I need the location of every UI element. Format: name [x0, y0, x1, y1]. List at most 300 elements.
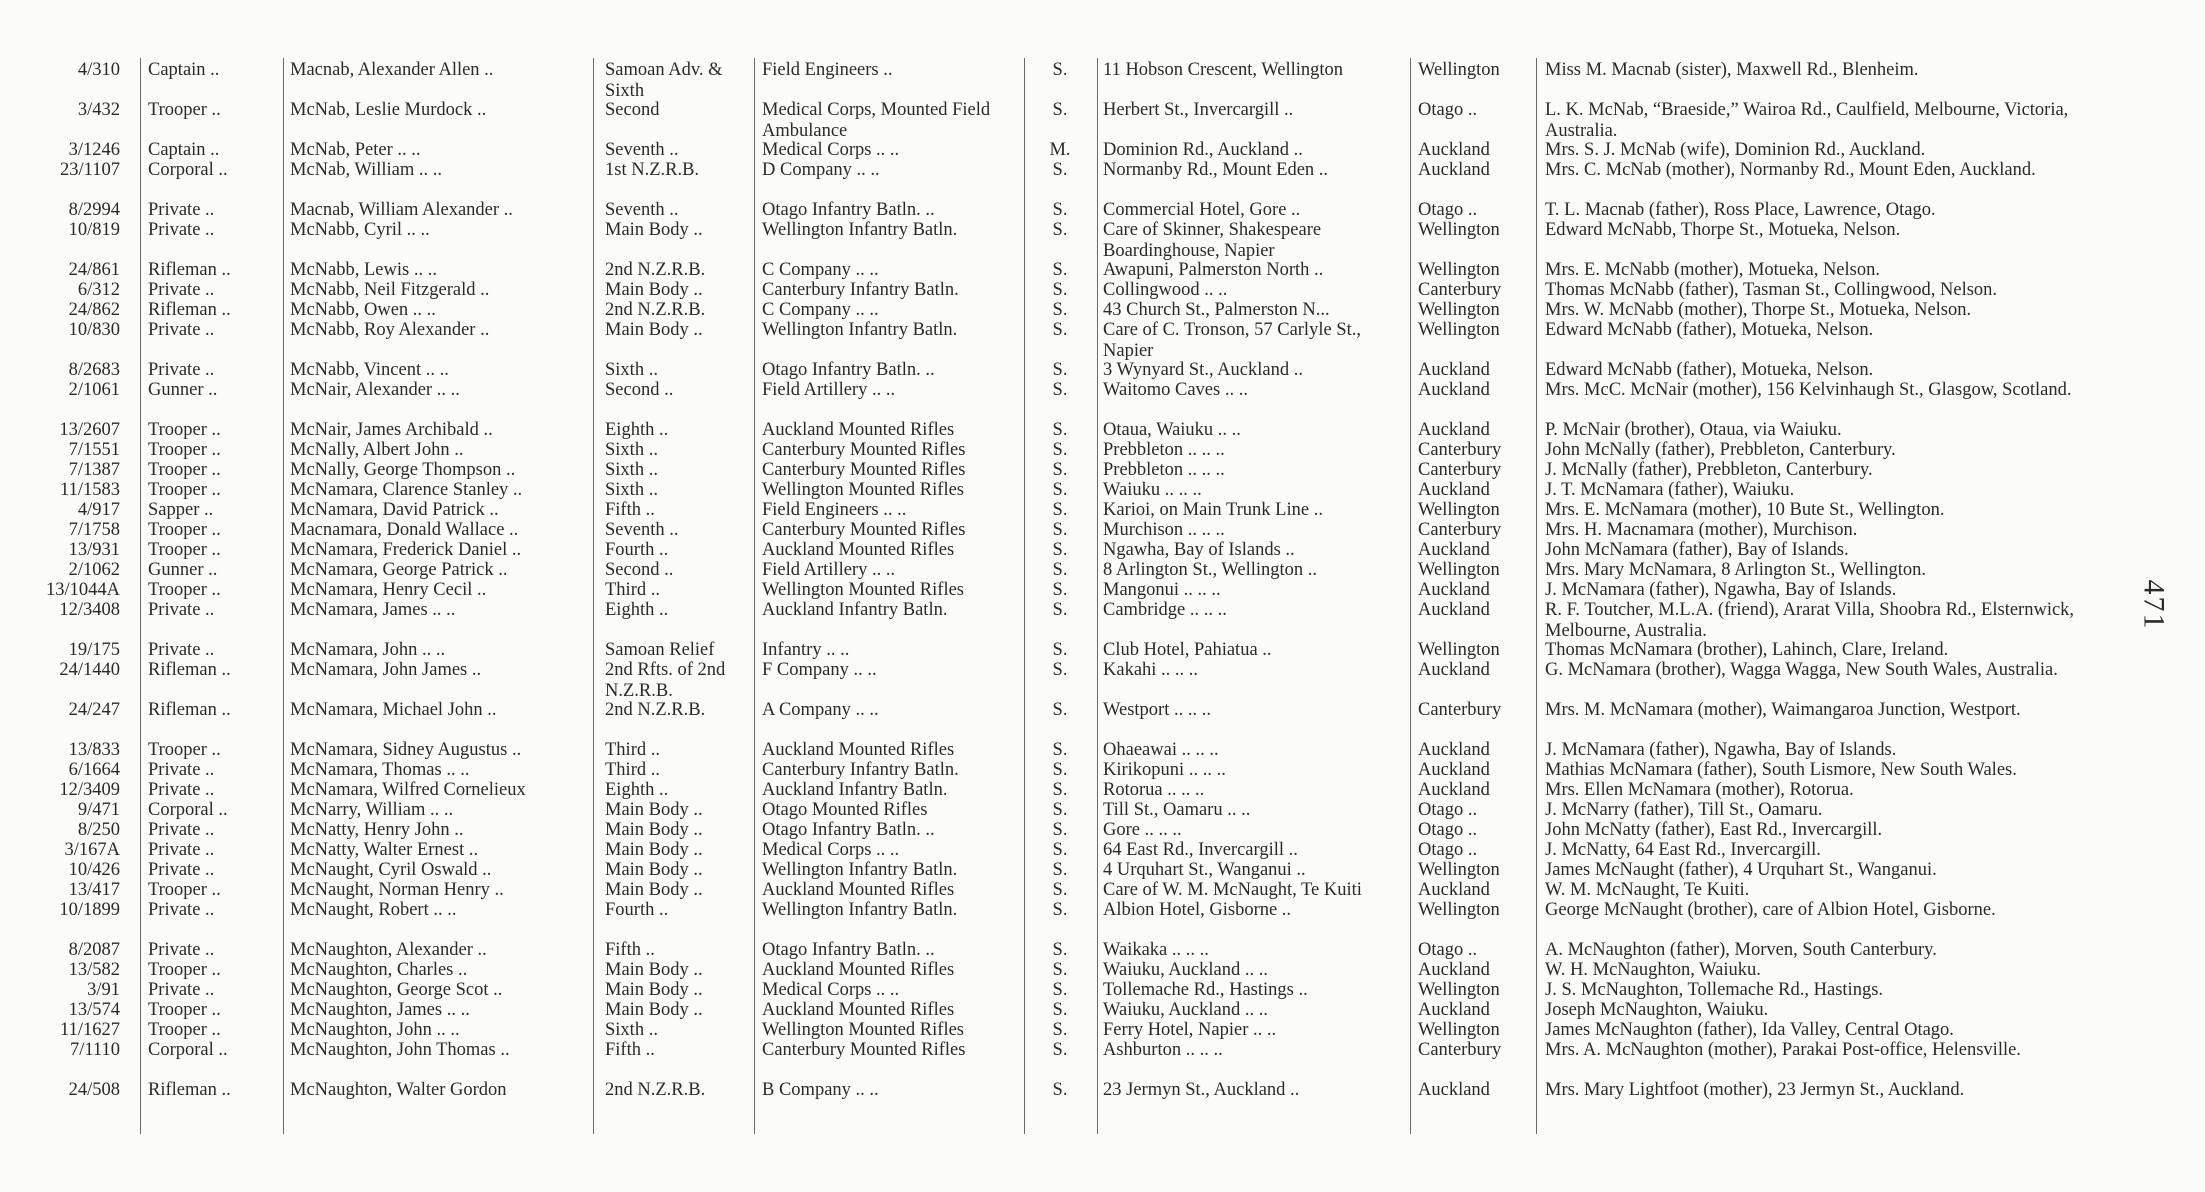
next-of-kin: Thomas McNabb (father), Tasman St., Collingwood, Nelson. [1545, 280, 1998, 300]
rank: Private .. [148, 220, 215, 240]
draft-unit: Main Body .. [605, 320, 703, 340]
soldier-name: McNaughton, James .. .. [290, 1000, 470, 1020]
draft-unit: Main Body .. [605, 280, 703, 300]
rank: Captain .. [148, 60, 220, 80]
last-address: Karioi, on Main Trunk Line .. [1103, 500, 1323, 520]
company-unit: Auckland Mounted Rifles [762, 880, 955, 900]
last-address: Club Hotel, Pahiatua .. [1103, 640, 1272, 660]
company-unit: Canterbury Infantry Batln. [762, 280, 959, 300]
next-of-kin: Mrs. McC. McNair (mother), 156 Kelvinhaugh St., Glasgow, Scotland. [1545, 380, 2072, 400]
military-district: Wellington [1418, 640, 1500, 660]
draft-unit: Seventh .. [605, 200, 679, 220]
marital-status: S. [1052, 380, 1068, 400]
company-unit: Auckland Infantry Batln. [762, 780, 948, 800]
draft-unit: Samoan Adv. & Sixth [605, 60, 723, 101]
service-number: 7/1110 [69, 1040, 120, 1060]
next-of-kin: John McNally (father), Prebbleton, Canterbury. [1545, 440, 1896, 460]
marital-status: S. [1052, 320, 1068, 340]
marital-status: S. [1052, 1080, 1068, 1100]
draft-unit: Fifth .. [605, 500, 655, 520]
draft-unit: 1st N.Z.R.B. [605, 160, 700, 180]
next-of-kin: Mrs. M. McNamara (mother), Waimangaroa Junction, Westport. [1545, 700, 2021, 720]
column-divider [754, 58, 755, 1134]
last-address: Awapuni, Palmerston North .. [1103, 260, 1324, 280]
rank: Trooper .. [148, 1000, 221, 1020]
soldier-name: McNaughton, John .. .. [290, 1020, 460, 1040]
service-number: 3/432 [77, 100, 120, 120]
rank: Private .. [148, 980, 215, 1000]
last-address: 3 Wynyard St., Auckland .. [1103, 360, 1303, 380]
service-number: 10/819 [68, 220, 120, 240]
company-unit: Auckland Mounted Rifles [762, 960, 955, 980]
military-district: Wellington [1418, 560, 1500, 580]
last-address: Waiuku, Auckland .. .. [1103, 960, 1268, 980]
company-unit: Auckland Mounted Rifles [762, 1000, 955, 1020]
military-district: Wellington [1418, 60, 1500, 80]
company-unit: D Company .. .. [762, 160, 880, 180]
soldier-name: McNabb, Cyril .. .. [290, 220, 430, 240]
military-district: Wellington [1418, 220, 1500, 240]
company-unit: Wellington Mounted Rifles [762, 1020, 964, 1040]
next-of-kin: L. K. McNab, “Braeside,” Wairoa Rd., Caulfield, Melbourne, Victoria, Australia. [1545, 100, 2069, 141]
soldier-name: McNamara, Thomas .. .. [290, 760, 470, 780]
soldier-name: McNamara, Henry Cecil .. [290, 580, 487, 600]
soldier-name: McNabb, Roy Alexander .. [290, 320, 490, 340]
rank: Private .. [148, 820, 215, 840]
rank: Private .. [148, 600, 215, 620]
soldier-name: McNabb, Neil Fitzgerald .. [290, 280, 490, 300]
service-number: 10/426 [68, 860, 120, 880]
column-divider [1410, 58, 1411, 1134]
next-of-kin: Mrs. C. McNab (mother), Normanby Rd., Mount Eden, Auckland. [1545, 160, 2036, 180]
last-address: 4 Urquhart St., Wanganui .. [1103, 860, 1306, 880]
next-of-kin: Mrs. A. McNaughton (mother), Parakai Post-office, Helensville. [1545, 1040, 2021, 1060]
draft-unit: 2nd N.Z.R.B. [605, 1080, 706, 1100]
marital-status: S. [1052, 860, 1068, 880]
last-address: 11 Hobson Crescent, Wellington [1103, 60, 1344, 80]
last-address: Waiuku, Auckland .. .. [1103, 1000, 1268, 1020]
soldier-name: McNabb, Lewis .. .. [290, 260, 437, 280]
company-unit: Field Engineers .. [762, 60, 893, 80]
service-number: 10/830 [68, 320, 120, 340]
military-district: Otago .. [1418, 820, 1478, 840]
company-unit: Otago Infantry Batln. .. [762, 360, 935, 380]
soldier-name: Macnab, William Alexander .. [290, 200, 513, 220]
rank: Rifleman .. [148, 660, 231, 680]
military-district: Canterbury [1418, 440, 1502, 460]
last-address: Care of W. M. McNaught, Te Kuiti [1103, 880, 1362, 900]
rank: Corporal .. [148, 800, 228, 820]
soldier-name: McNab, Peter .. .. [290, 140, 421, 160]
military-district: Canterbury [1418, 460, 1502, 480]
military-district: Auckland [1418, 1000, 1490, 1020]
military-district: Wellington [1418, 260, 1500, 280]
service-number: 13/582 [68, 960, 120, 980]
marital-status: S. [1052, 540, 1068, 560]
last-address: Commercial Hotel, Gore .. [1103, 200, 1301, 220]
next-of-kin: P. McNair (brother), Otaua, via Waiuku. [1545, 420, 1842, 440]
last-address: Cambridge .. .. .. [1103, 600, 1227, 620]
company-unit: Medical Corps .. .. [762, 980, 900, 1000]
company-unit: Canterbury Mounted Rifles [762, 1040, 966, 1060]
draft-unit: Main Body .. [605, 880, 703, 900]
company-unit: Wellington Mounted Rifles [762, 480, 964, 500]
service-number: 11/1583 [60, 480, 120, 500]
marital-status: S. [1052, 600, 1068, 620]
military-district: Auckland [1418, 140, 1490, 160]
draft-unit: Sixth .. [605, 360, 658, 380]
soldier-name: McNamara, David Patrick .. [290, 500, 499, 520]
next-of-kin: Mrs. H. Macnamara (mother), Murchison. [1545, 520, 1858, 540]
rank: Captain .. [148, 140, 220, 160]
company-unit: Field Artillery .. .. [762, 560, 896, 580]
draft-unit: Second .. [605, 560, 674, 580]
service-number: 8/2087 [68, 940, 120, 960]
next-of-kin: G. McNamara (brother), Wagga Wagga, New South Wales, Australia. [1545, 660, 2058, 680]
rank: Trooper .. [148, 960, 221, 980]
soldier-name: McNamara, James .. .. [290, 600, 456, 620]
company-unit: Auckland Mounted Rifles [762, 540, 955, 560]
company-unit: Wellington Infantry Batln. [762, 860, 958, 880]
soldier-name: McNaughton, Charles .. [290, 960, 468, 980]
next-of-kin: Mrs. E. McNamara (mother), 10 Bute St., Wellington. [1545, 500, 1945, 520]
marital-status: S. [1052, 100, 1068, 120]
marital-status: S. [1052, 160, 1068, 180]
next-of-kin: J. T. McNamara (father), Waiuku. [1545, 480, 1795, 500]
last-address: Ngawha, Bay of Islands .. [1103, 540, 1295, 560]
military-district: Auckland [1418, 580, 1490, 600]
military-district: Wellington [1418, 320, 1500, 340]
draft-unit: Seventh .. [605, 520, 679, 540]
company-unit: Wellington Infantry Batln. [762, 320, 958, 340]
soldier-name: McNamara, John James .. [290, 660, 482, 680]
marital-status: S. [1052, 220, 1068, 240]
draft-unit: Fourth .. [605, 540, 669, 560]
last-address: 8 Arlington St., Wellington .. [1103, 560, 1318, 580]
last-address: Ferry Hotel, Napier .. .. [1103, 1020, 1277, 1040]
service-number: 3/167A [64, 840, 120, 860]
marital-status: S. [1052, 640, 1068, 660]
service-number: 10/1899 [59, 900, 120, 920]
company-unit: Canterbury Mounted Rifles [762, 460, 966, 480]
last-address: Prebbleton .. .. .. [1103, 460, 1225, 480]
next-of-kin: Mrs. Ellen McNamara (mother), Rotorua. [1545, 780, 1854, 800]
service-number: 8/2683 [68, 360, 120, 380]
marital-status: S. [1052, 900, 1068, 920]
column-divider [283, 58, 284, 1134]
draft-unit: 2nd N.Z.R.B. [605, 300, 706, 320]
soldier-name: McNamara, George Patrick .. [290, 560, 508, 580]
rank: Private .. [148, 320, 215, 340]
company-unit: Otago Mounted Rifles [762, 800, 928, 820]
company-unit: B Company .. .. [762, 1080, 879, 1100]
last-address: Waikaka .. .. .. [1103, 940, 1209, 960]
last-address: Tollemache Rd., Hastings .. [1103, 980, 1308, 1000]
military-district: Wellington [1418, 1020, 1500, 1040]
next-of-kin: W. M. McNaught, Te Kuiti. [1545, 880, 1750, 900]
next-of-kin: Mrs. Mary Lightfoot (mother), 23 Jermyn St., Auckland. [1545, 1080, 1965, 1100]
soldier-name: McNaught, Norman Henry .. [290, 880, 504, 900]
last-address: Mangonui .. .. .. [1103, 580, 1221, 600]
next-of-kin: James McNaught (father), 4 Urquhart St., Wanganui. [1545, 860, 1937, 880]
column-divider [1536, 58, 1537, 1134]
rank: Trooper .. [148, 480, 221, 500]
company-unit: Field Engineers .. .. [762, 500, 907, 520]
last-address: Kakahi .. .. .. [1103, 660, 1199, 680]
rank: Trooper .. [148, 460, 221, 480]
next-of-kin: John McNamara (father), Bay of Islands. [1545, 540, 1849, 560]
rank: Private .. [148, 860, 215, 880]
marital-status: S. [1052, 1020, 1068, 1040]
service-number: 13/833 [68, 740, 120, 760]
marital-status: S. [1052, 500, 1068, 520]
company-unit: F Company .. .. [762, 660, 877, 680]
company-unit: Auckland Mounted Rifles [762, 740, 955, 760]
draft-unit: Sixth .. [605, 460, 658, 480]
military-district: Auckland [1418, 600, 1490, 620]
company-unit: Canterbury Mounted Rifles [762, 520, 966, 540]
marital-status: S. [1052, 260, 1068, 280]
military-district: Otago .. [1418, 840, 1478, 860]
rank: Rifleman .. [148, 260, 231, 280]
military-district: Auckland [1418, 780, 1490, 800]
military-district: Canterbury [1418, 520, 1502, 540]
service-number: 7/1758 [68, 520, 120, 540]
marital-status: S. [1052, 300, 1068, 320]
rank: Trooper .. [148, 520, 221, 540]
military-district: Otago .. [1418, 100, 1478, 120]
rank: Trooper .. [148, 100, 221, 120]
service-number: 7/1387 [68, 460, 120, 480]
draft-unit: Third .. [605, 760, 660, 780]
next-of-kin: Edward McNabb, Thorpe St., Motueka, Nelson. [1545, 220, 1901, 240]
military-district: Auckland [1418, 420, 1490, 440]
last-address: Till St., Oamaru .. .. [1103, 800, 1251, 820]
soldier-name: McNamara, Wilfred Cornelieux [290, 780, 526, 800]
marital-status: S. [1052, 420, 1068, 440]
draft-unit: Main Body .. [605, 980, 703, 1000]
company-unit: Medical Corps .. .. [762, 140, 900, 160]
soldier-name: McNamara, Clarence Stanley .. [290, 480, 523, 500]
draft-unit: Sixth .. [605, 1020, 658, 1040]
military-district: Canterbury [1418, 700, 1502, 720]
company-unit: C Company .. .. [762, 300, 879, 320]
rank: Gunner .. [148, 560, 218, 580]
draft-unit: Third .. [605, 580, 660, 600]
marital-status: S. [1052, 940, 1068, 960]
marital-status: S. [1052, 560, 1068, 580]
service-number: 13/574 [68, 1000, 120, 1020]
marital-status: S. [1052, 760, 1068, 780]
soldier-name: McNair, Alexander .. .. [290, 380, 460, 400]
marital-status: S. [1052, 660, 1068, 680]
next-of-kin: Mathias McNamara (father), South Lismore, New South Wales. [1545, 760, 2017, 780]
draft-unit: Main Body .. [605, 1000, 703, 1020]
soldier-name: McNamara, Michael John .. [290, 700, 497, 720]
marital-status: S. [1052, 200, 1068, 220]
rank: Private .. [148, 840, 215, 860]
marital-status: S. [1052, 280, 1068, 300]
marital-status: S. [1052, 740, 1068, 760]
next-of-kin: R. F. Toutcher, M.L.A. (friend), Ararat Villa, Shoobra Rd., Elsternwick, Melbourne, Australia. [1545, 600, 2075, 641]
next-of-kin: Miss M. Macnab (sister), Maxwell Rd., Blenheim. [1545, 60, 1919, 80]
soldier-name: McNaught, Robert .. .. [290, 900, 457, 920]
marital-status: S. [1052, 1000, 1068, 1020]
last-address: Ohaeawai .. .. .. [1103, 740, 1219, 760]
next-of-kin: James McNaughton (father), Ida Valley, Central Otago. [1545, 1020, 1954, 1040]
soldier-name: Macnab, Alexander Allen .. [290, 60, 494, 80]
rank: Rifleman .. [148, 700, 231, 720]
draft-unit: Second .. [605, 380, 674, 400]
company-unit: C Company .. .. [762, 260, 879, 280]
company-unit: Auckland Mounted Rifles [762, 420, 955, 440]
column-divider [593, 58, 594, 1134]
service-number: 7/1551 [68, 440, 120, 460]
marital-status: S. [1052, 460, 1068, 480]
service-number: 8/2994 [68, 200, 120, 220]
rank: Private .. [148, 280, 215, 300]
marital-status: S. [1052, 580, 1068, 600]
soldier-name: McNaught, Cyril Oswald .. [290, 860, 492, 880]
last-address: Care of Skinner, Shakespeare Boardinghouse, Napier [1103, 220, 1322, 261]
service-number: 24/508 [68, 1080, 120, 1100]
company-unit: A Company .. .. [762, 700, 879, 720]
soldier-name: Macnamara, Donald Wallace .. [290, 520, 519, 540]
marital-status: S. [1052, 520, 1068, 540]
draft-unit: Main Body .. [605, 860, 703, 880]
service-number: 9/471 [77, 800, 120, 820]
military-district: Auckland [1418, 360, 1490, 380]
military-district: Auckland [1418, 160, 1490, 180]
military-district: Auckland [1418, 660, 1490, 680]
military-district: Auckland [1418, 760, 1490, 780]
next-of-kin: W. H. McNaughton, Waiuku. [1545, 960, 1761, 980]
service-number: 12/3409 [59, 780, 120, 800]
last-address: 64 East Rd., Invercargill .. [1103, 840, 1298, 860]
soldier-name: McNamara, Frederick Daniel .. [290, 540, 522, 560]
soldier-name: McNatty, Henry John .. [290, 820, 464, 840]
soldier-name: McNaughton, John Thomas .. [290, 1040, 510, 1060]
military-district: Otago .. [1418, 800, 1478, 820]
soldier-name: McNabb, Owen .. .. [290, 300, 436, 320]
next-of-kin: Mrs. E. McNabb (mother), Motueka, Nelson. [1545, 260, 1880, 280]
soldier-name: McNab, Leslie Murdock .. [290, 100, 487, 120]
marital-status: M. [1049, 140, 1071, 160]
soldier-name: McNab, William .. .. [290, 160, 443, 180]
service-number: 11/1627 [60, 1020, 120, 1040]
draft-unit: 2nd Rfts. of 2nd N.Z.R.B. [605, 660, 726, 701]
military-district: Auckland [1418, 960, 1490, 980]
draft-unit: Main Body .. [605, 800, 703, 820]
marital-status: S. [1052, 1040, 1068, 1060]
service-number: 2/1062 [68, 560, 120, 580]
last-address: Normanby Rd., Mount Eden .. [1103, 160, 1329, 180]
service-number: 4/310 [77, 60, 120, 80]
service-number: 24/861 [68, 260, 120, 280]
military-district: Wellington [1418, 300, 1500, 320]
rank: Corporal .. [148, 160, 228, 180]
next-of-kin: Thomas McNamara (brother), Lahinch, Clare, Ireland. [1545, 640, 1949, 660]
last-address: Gore .. .. .. [1103, 820, 1182, 840]
draft-unit: Second [605, 100, 660, 120]
rank: Private .. [148, 640, 215, 660]
soldier-name: McNally, Albert John .. [290, 440, 464, 460]
service-number: 6/312 [77, 280, 120, 300]
soldier-name: McNair, James Archibald .. [290, 420, 493, 440]
next-of-kin: Mrs. Mary McNamara, 8 Arlington St., Wellington. [1545, 560, 1926, 580]
draft-unit: Fifth .. [605, 940, 655, 960]
next-of-kin: J. McNally (father), Prebbleton, Canterbury. [1545, 460, 1873, 480]
next-of-kin: T. L. Macnab (father), Ross Place, Lawrence, Otago. [1545, 200, 1936, 220]
military-district: Otago .. [1418, 200, 1478, 220]
soldier-name: McNabb, Vincent .. .. [290, 360, 449, 380]
company-unit: Otago Infantry Batln. .. [762, 200, 935, 220]
soldier-name: McNatty, Walter Ernest .. [290, 840, 479, 860]
last-address: Waiuku .. .. .. [1103, 480, 1202, 500]
draft-unit: Fifth .. [605, 1040, 655, 1060]
last-address: 43 Church St., Palmerston N... [1103, 300, 1330, 320]
rank: Corporal .. [148, 1040, 228, 1060]
last-address: Dominion Rd., Auckland .. [1103, 140, 1303, 160]
draft-unit: 2nd N.Z.R.B. [605, 260, 706, 280]
draft-unit: Sixth .. [605, 440, 658, 460]
military-district: Wellington [1418, 900, 1500, 920]
company-unit: Canterbury Mounted Rifles [762, 440, 966, 460]
rank: Trooper .. [148, 580, 221, 600]
service-number: 13/417 [68, 880, 120, 900]
service-number: 3/91 [87, 980, 120, 1000]
company-unit: Otago Infantry Batln. .. [762, 820, 935, 840]
next-of-kin: Mrs. S. J. McNab (wife), Dominion Rd., Auckland. [1545, 140, 1926, 160]
military-district: Wellington [1418, 860, 1500, 880]
marital-status: S. [1052, 480, 1068, 500]
rank: Trooper .. [148, 440, 221, 460]
rank: Private .. [148, 200, 215, 220]
rank: Private .. [148, 940, 215, 960]
rank: Private .. [148, 900, 215, 920]
marital-status: S. [1052, 700, 1068, 720]
marital-status: S. [1052, 820, 1068, 840]
draft-unit: Main Body .. [605, 840, 703, 860]
service-number: 2/1061 [68, 380, 120, 400]
last-address: Otaua, Waiuku .. .. [1103, 420, 1241, 440]
company-unit: Wellington Infantry Batln. [762, 900, 958, 920]
company-unit: Wellington Mounted Rifles [762, 580, 964, 600]
next-of-kin: John McNatty (father), East Rd., Invercargill. [1545, 820, 1883, 840]
next-of-kin: Mrs. W. McNabb (mother), Thorpe St., Motueka, Nelson. [1545, 300, 1972, 320]
draft-unit: Third .. [605, 740, 660, 760]
next-of-kin: J. McNarry (father), Till St., Oamaru. [1545, 800, 1823, 820]
last-address: Waitomo Caves .. .. [1103, 380, 1248, 400]
company-unit: Canterbury Infantry Batln. [762, 760, 959, 780]
military-district: Auckland [1418, 1080, 1490, 1100]
soldier-name: McNarry, William .. .. [290, 800, 454, 820]
draft-unit: Eighth .. [605, 780, 669, 800]
marital-status: S. [1052, 960, 1068, 980]
last-address: Kirikopuni .. .. .. [1103, 760, 1226, 780]
marital-status: S. [1052, 800, 1068, 820]
next-of-kin: J. McNatty, 64 East Rd., Invercargill. [1545, 840, 1821, 860]
next-of-kin: George McNaught (brother), care of Albion Hotel, Gisborne. [1545, 900, 1996, 920]
company-unit: Infantry .. .. [762, 640, 850, 660]
company-unit: Otago Infantry Batln. .. [762, 940, 935, 960]
soldier-name: McNaughton, Walter Gordon [290, 1080, 507, 1100]
last-address: Rotorua .. .. .. [1103, 780, 1205, 800]
draft-unit: Samoan Relief [605, 640, 715, 660]
soldier-name: McNaughton, Alexander .. [290, 940, 487, 960]
next-of-kin: A. McNaughton (father), Morven, South Canterbury. [1545, 940, 1937, 960]
last-address: Collingwood .. .. [1103, 280, 1228, 300]
